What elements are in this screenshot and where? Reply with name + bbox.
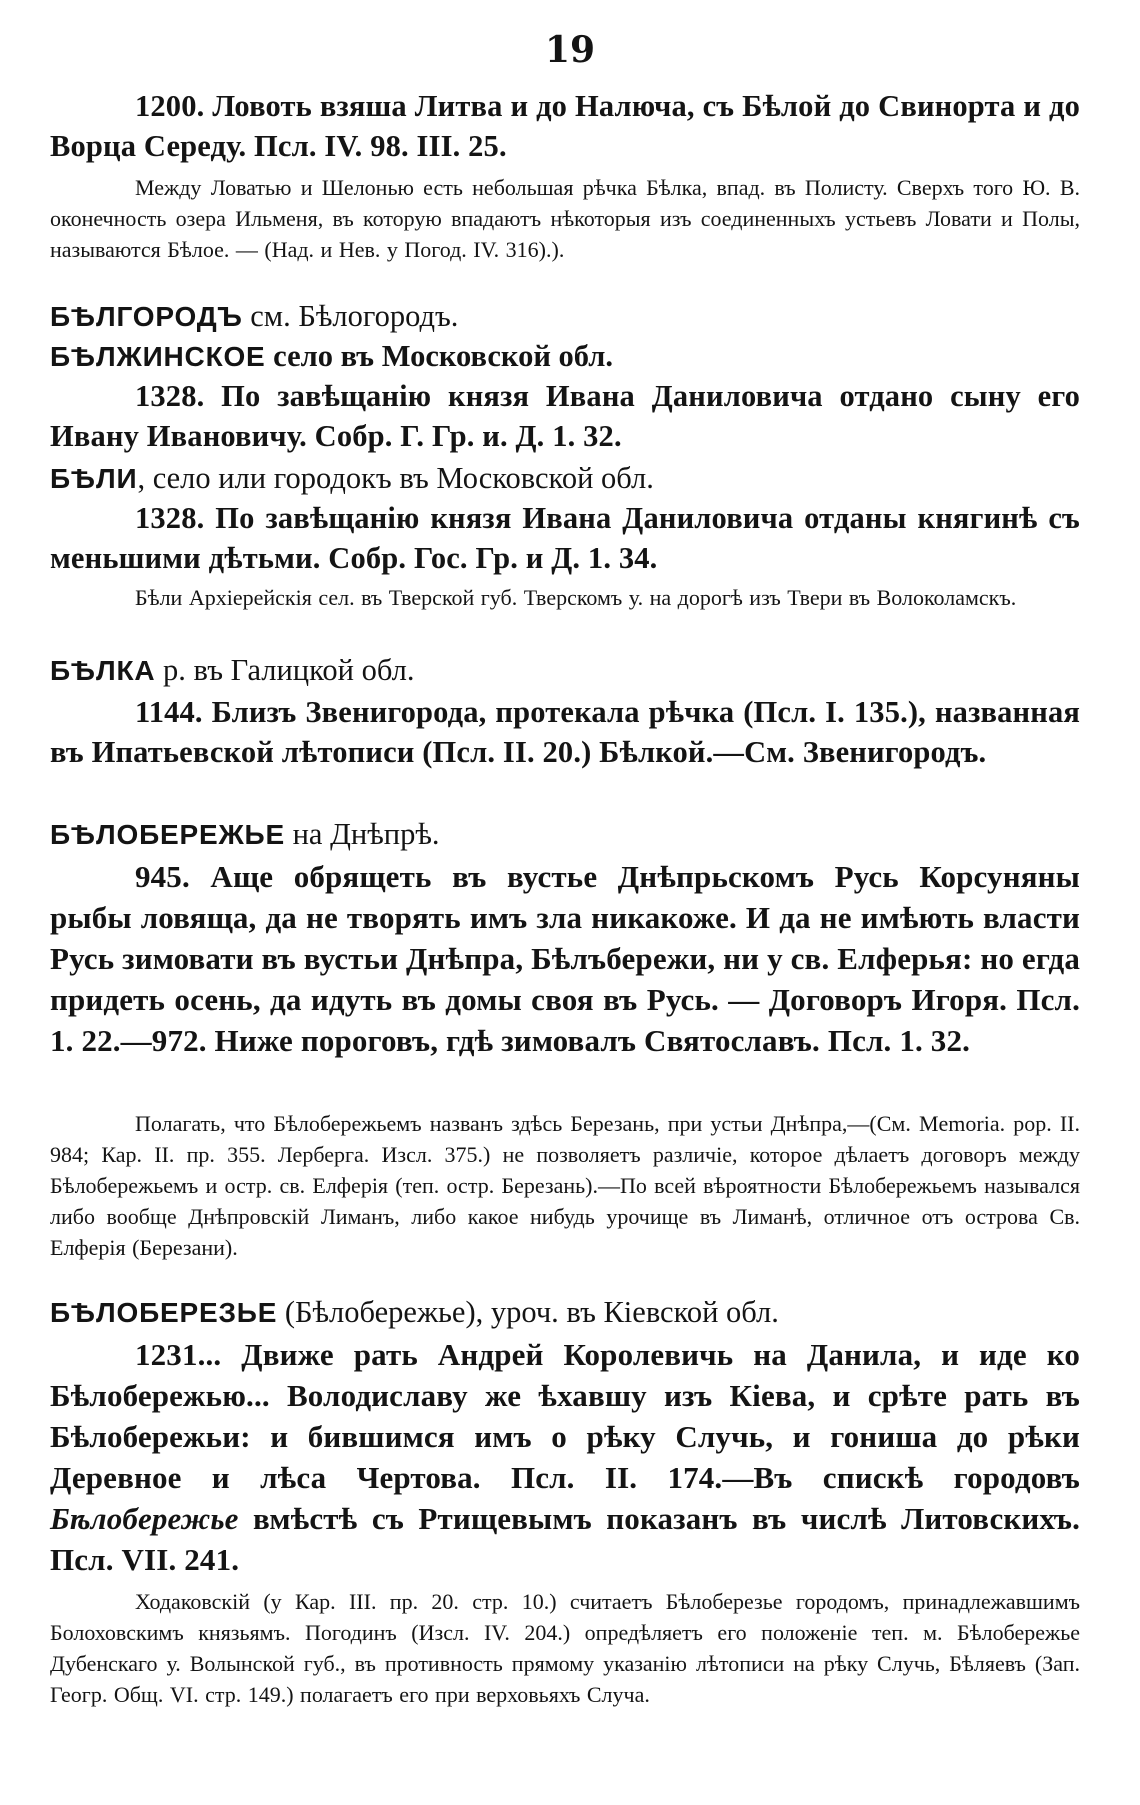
- heading-belka: [50, 650, 1080, 691]
- page-number: 19: [544, 29, 596, 71]
- entry-1200-text: 1200. Ловоть взяша Литва и до Налюча, съ Бѣлой до Свинорта и до Ворца Середу. Псл. IV. 98. III. 25.: [50, 89, 1080, 164]
- entry-1231-italic: Бѣлобережье: [50, 1501, 239, 1536]
- headword: БѢЛЖИНСКОЕ: [50, 341, 266, 372]
- heading-beloberezye: [50, 1292, 1080, 1333]
- heading-rest: см. Бѣлогородъ.: [242, 299, 459, 333]
- note-beli: Бѣли Архіерейскія сел. въ Тверской губ. Тверскомъ у. на дорогѣ изъ Твери въ Волоколамскъ.: [135, 585, 1017, 610]
- note-belka: Между Ловатью и Шелонью есть небольшая рѣчка Бѣлка, впад. въ Полисту. Сверхъ того Ю. В. оконечность озера Ильменя, въ которую впадаютъ нѣкоторыя изъ соединенныхъ устьевъ Ловати и Полы, называются Бѣлое. — (Над. и Нев. у Погод. IV. 316).).: [50, 175, 1080, 262]
- entry-1231-part-b: вмѣстѣ съ Ртищевымъ показанъ въ числѣ Литовскихъ. Псл. VII. 241.: [50, 1501, 1080, 1577]
- headword: БѢЛГОРОДЪ: [50, 301, 243, 332]
- heading-belgorod: [50, 296, 1080, 337]
- heading-rest: село въ Московской обл.: [265, 339, 614, 373]
- entry-1328b-text: 1328. По завѣщанію князя Ивана Даниловича отданы княгинѣ съ меньшими дѣтьми. Собр. Гос. Гр. и Д. 1. 34.: [50, 501, 1080, 576]
- heading-rest: на Днѣпрѣ.: [284, 817, 440, 851]
- note-berezan: Полагать, что Бѣлобережьемъ названъ здѣсь Березань, при устьи Днѣпра,—(См. Memoria. pop. II. 984; Кар. II. пр. 355. Лерберга. Изсл. 375.) не позволяетъ различіе, которое дѣлаетъ договоръ между Бѣлобережьемъ и остр. св. Елферія (теп. остр. Березань).—По всей вѣроятности Бѣлобережьемъ назывался либо вообще Днѣпровскій Лиманъ, либо какое нибудь урочище въ Лиманѣ, отличное отъ острова Св. Елферія (Березани).: [50, 1111, 1080, 1260]
- headword: БѢЛОБЕРЕЖЬЕ: [50, 819, 285, 850]
- entry-1144-text: 1144. Близъ Звенигорода, протекала рѣчка (Псл. I. 135.), названная въ Ипатьевской лѣтописи (Псл. II. 20.) Бѣлкой.—См. Звенигородъ.: [50, 695, 1080, 770]
- headword: БѢЛОБЕРЕЗЬЕ: [50, 1297, 278, 1328]
- heading-beli: [50, 458, 1080, 499]
- heading-beloberezhe: [50, 814, 1080, 855]
- note-khodakovsky: Ходаковскій (у Кар. III. пр. 20. стр. 10.) считаетъ Бѣлоберезье городомъ, принадлежавшимъ Болоховскимъ князьямъ. Погодинъ (Изсл. IV. 204.) опредѣляетъ его положеніе теп. м. Бѣлобережье Дубенскаго у. Волынской губ., въ противность прямому указанію лѣтописи на рѣку Случь, Бѣляевъ (Зап. Геогр. Общ. VI. стр. 149.) полагаетъ его при верховьяхъ Случа.: [50, 1589, 1080, 1707]
- heading-rest: , село или городокъ въ Московской обл.: [137, 461, 654, 495]
- entry-945-text: 945. Аще обрящеть въ вустье Днѣпрьскомъ Русь Корсуняны рыбы ловяща, да не творять имъ зла никакоже. И да не имѣють власти Русь зимовати въ вустьи Днѣпра, Бѣлъбережи, ни у св. Елферья: но егда придеть осень, да идуть въ домы своя въ Русь. — Договоръ Игоря. Псл. 1. 22.—972. Ниже пороговъ, гдѣ зимовалъ Святославъ. Псл. 1. 32.: [50, 859, 1080, 1058]
- entry-1231-part-a: 1231... Движе рать Андрей Королевичь на Данила, и иде ко Бѣлобережью... Володиславу же ѣхавшу изъ Кіева, и срѣте рать въ Бѣлобережьи: и бившимся имъ о рѣку Случь, и гониша до рѣки Деревное и лѣса Чертова. Псл. II. 174.—Въ спискѣ городовъ: [50, 1337, 1080, 1495]
- entry-1231-text: [50, 1334, 1080, 1580]
- headword: БѢЛИ: [50, 463, 138, 494]
- heading-belzhinskoe: [50, 336, 1080, 377]
- headword: БѢЛКА: [50, 655, 156, 686]
- heading-rest: р. въ Галицкой обл.: [155, 653, 415, 687]
- heading-rest: (Бѣлобережье), уроч. въ Кіевской обл.: [277, 1295, 779, 1329]
- entry-1328-text: 1328. По завѣщанію князя Ивана Даниловича отдано сыну его Ивану Ивановичу. Собр. Г. Гр. и. Д. 1. 32.: [50, 379, 1080, 454]
